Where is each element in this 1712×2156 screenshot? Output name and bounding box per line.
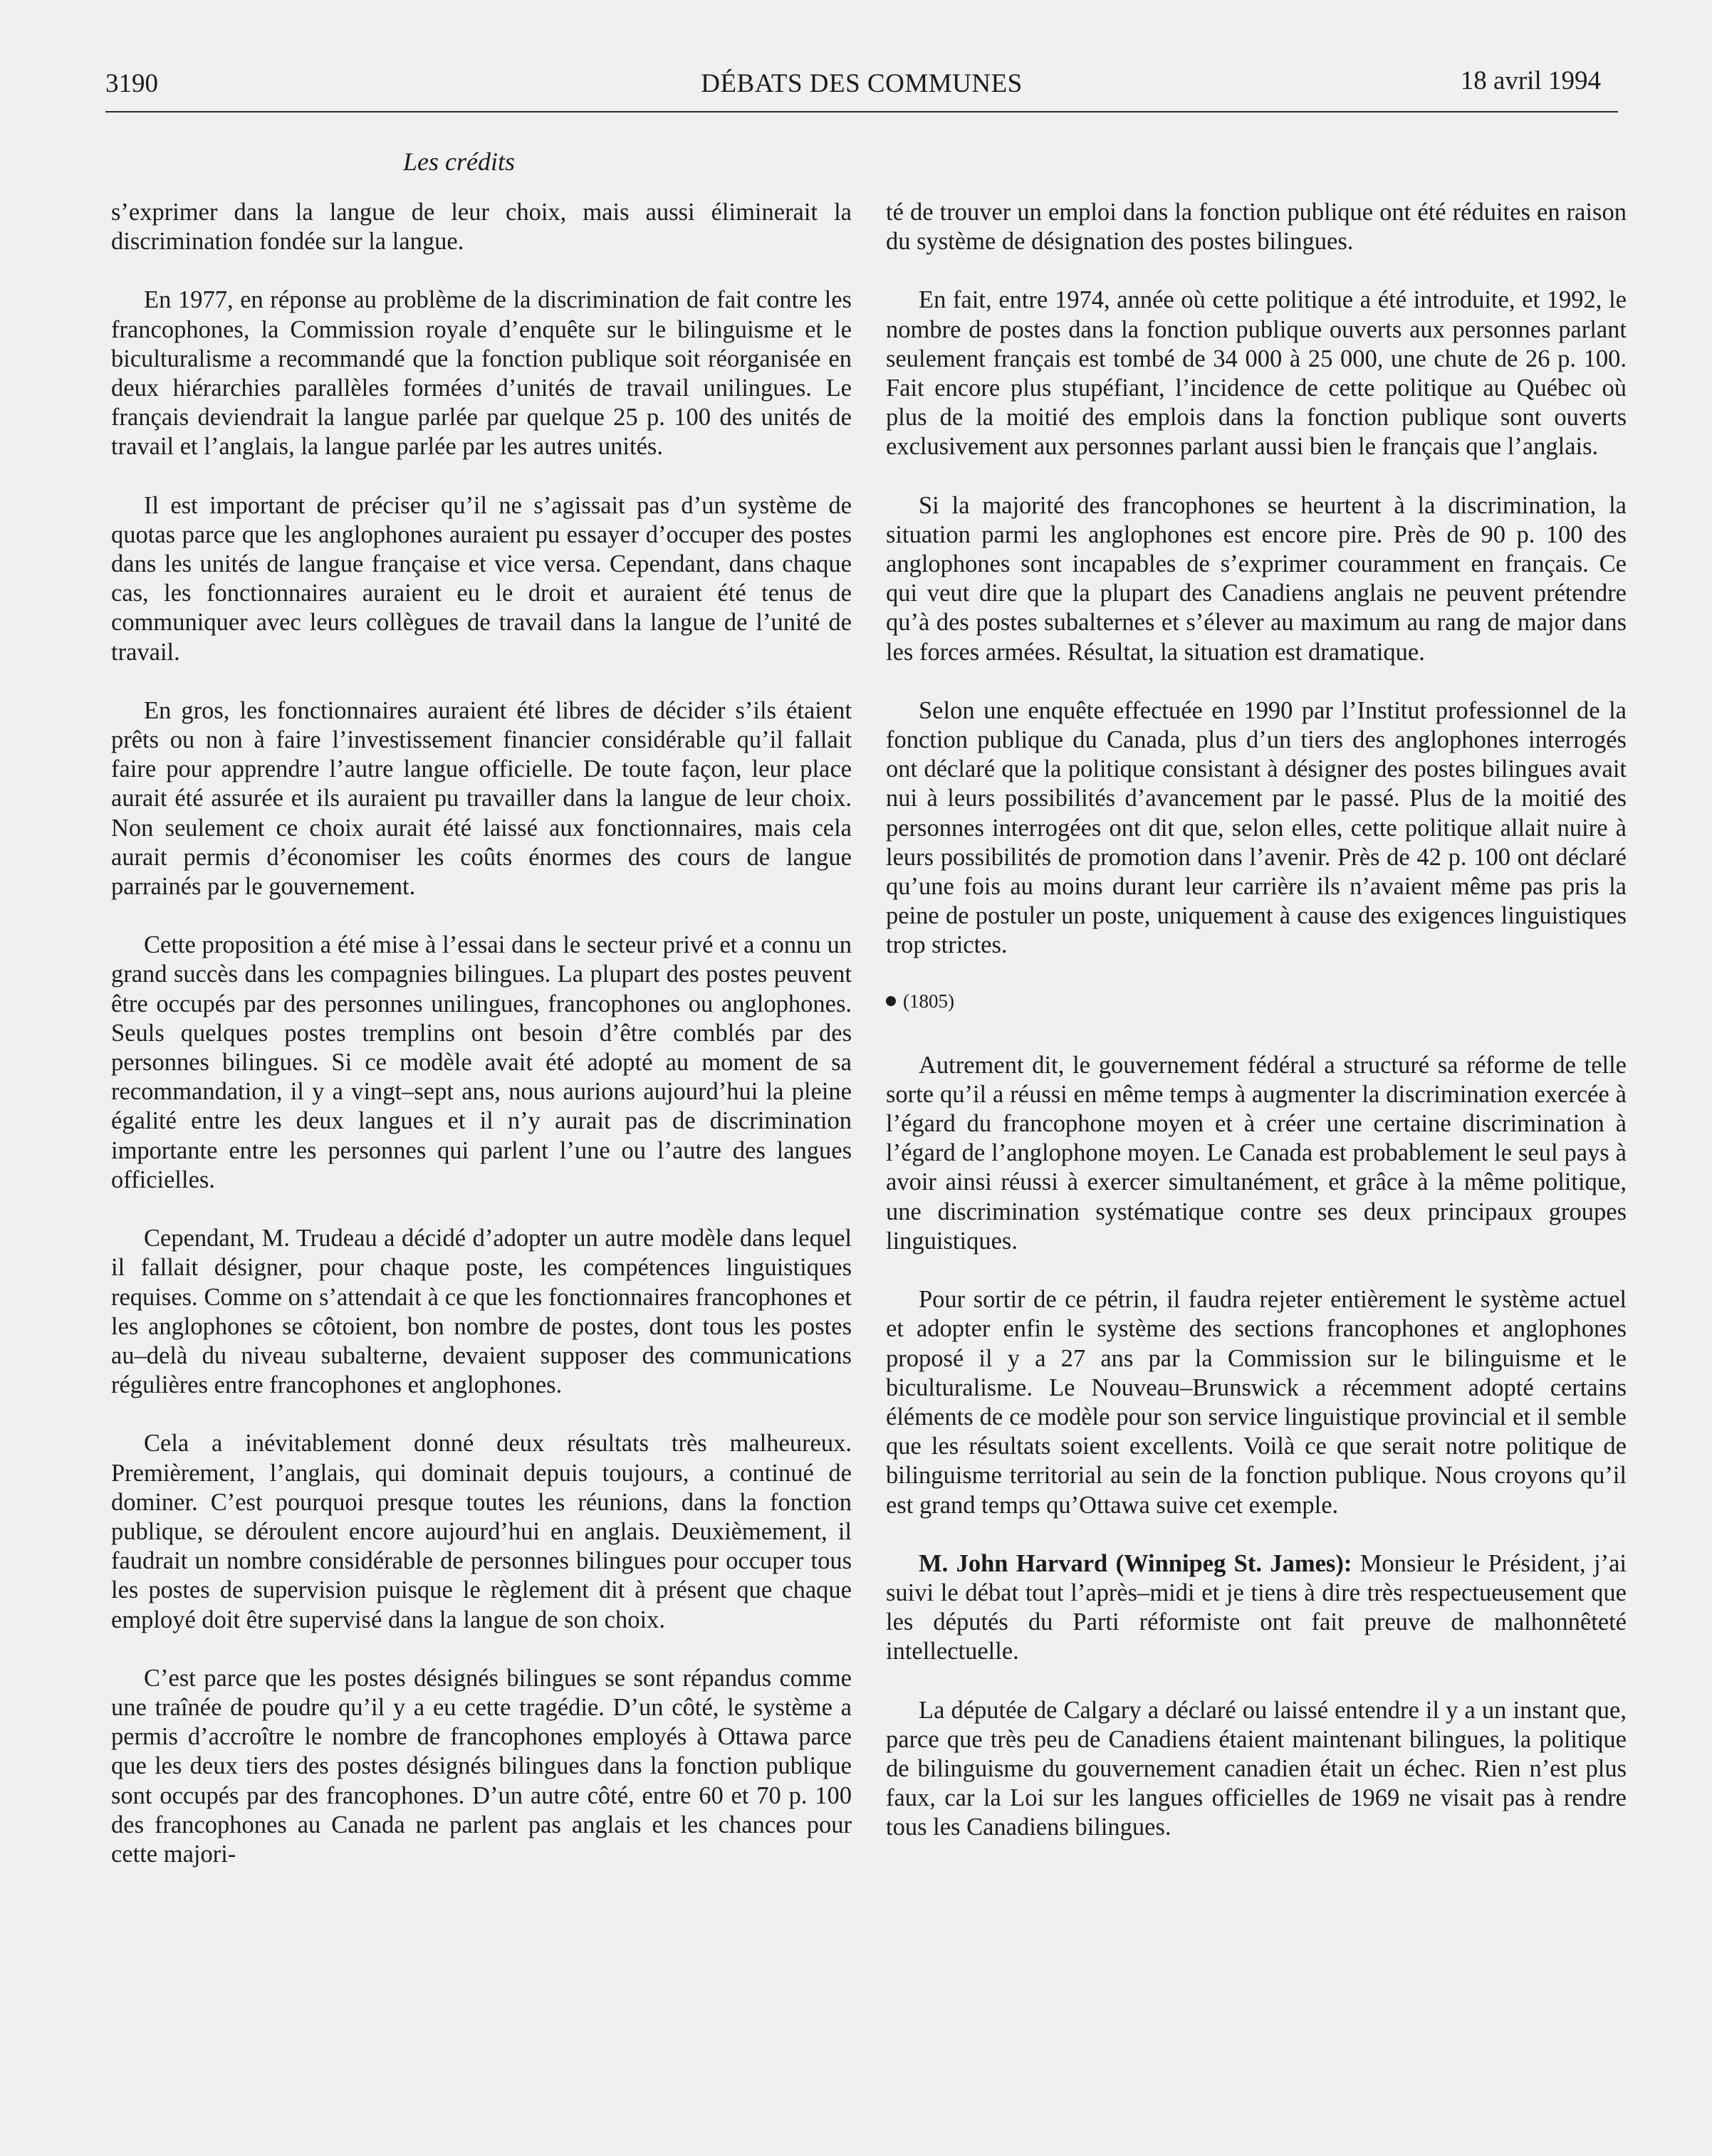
paragraph: En gros, les fonctionnaires auraient été libres de décider s’ils étaient prêts ou non à faire l’investissement financier considérable qu’il fallait faire pour apprendre l’autre langue officielle. De toute façon, leur place aurait été assurée et ils auraient pu travailler dans la langue de leur choix. Non seulement ce choix aurait été laissé aux fonctionnaires, mais cela aurait permis d’économiser les coûts énormes des cours de langue parrainés par le gouvernement.: [111, 696, 852, 901]
speaker-text: Monsieur le Président, j’ai suivi le débat tout l’après–midi et je tiens à dire très respectueusement que les députés du Parti réformiste ont fait preuve de malhonnêteté intellectuelle.: [886, 1549, 1627, 1665]
paragraph: Cette proposition a été mise à l’essai dans le secteur privé et a connu un grand succès dans les compagnies bilingues. La plupart des postes peuvent être occupés par des personnes unilingues, francophones ou anglophones. Seuls quelques postes tremplins ont besoin d’être comblés par des personnes bilingues. Si ce modèle avait été adopté au moment de sa recommandation, il y a vingt–sept ans, nous aurions aujourd’hui la pleine égalité entre les deux langues et il n’y aurait pas de discrimination importante entre les personnes qui parlent l’une ou l’autre des langues officielles.: [111, 931, 852, 1193]
paragraph: Pour sortir de ce pétrin, il faudra rejeter entièrement le système actuel et adopter enfin le système des sections francophones et anglophones proposé il y a 27 ans par la Commission sur le bilinguisme et le biculturalisme. Le Nouveau–Brunswick a récemment adopté certains éléments de ce modèle pour son service linguistique provincial et il semble que les résultats soient excellents. Voilà ce que serait notre politique de bilinguisme territorial au sein de la fonction publique. Nous croyons qu’il est grand temps qu’Ottawa suive cet exemple.: [886, 1286, 1627, 1519]
paragraph: Autrement dit, le gouvernement fédéral a structuré sa réforme de telle sorte qu’il a réussi en même temps à augmenter la discrimination exercée à l’égard du francophone moyen et à créer une certaine discrimination à l’égard de l’anglophone moyen. Le Canada est probablement le seul pays à avoir ainsi réussi à exercer simultanément, et grâce à la même politique, une discrimination systématique contre ses deux principaux groupes linguistiques.: [886, 1051, 1627, 1255]
paragraph: C’est parce que les postes désignés bilingues se sont répandus comme une traînée de poudre qu’il y a eu cette tragédie. D’un côté, le système a permis d’accroître le nombre de francophones employés à Ottawa parce que les deux tiers des postes désignés bilingues dans la fonction publique sont occupés par des francophones. D’un autre côté, entre 60 et 70 p. 100 des francophones au Canada ne parlent pas anglais et les chances pour cette majori-: [111, 1664, 852, 1868]
paragraph: La députée de Calgary a déclaré ou laissé entendre il y a un instant que, parce que très peu de Canadiens étaient maintenant bilingues, la politique de bilinguisme du gouvernement canadien était un échec. Rien n’est plus faux, car la Loi sur les langues officielles de 1969 ne visait pas à rendre tous les Canadiens bilingues.: [886, 1696, 1627, 1841]
left-column: [111, 198, 852, 1898]
paragraph: Selon une enquête effectuée en 1990 par l’Institut professionnel de la fonction publique du Canada, plus d’un tiers des anglophones interrogés ont déclaré que la politique consistant à désigner des postes bilingues avait nui à leurs possibilités d’avancement par le passé. Plus de la moitié des personnes interrogées ont dit que, selon elles, cette politique allait nuire à leurs possibilités de promotion dans l’avenir. Près de 42 p. 100 ont déclaré qu’une fois au moins durant leur carrière ils n’avaient même pas pris la peine de postuler un poste, uniquement à cause des exigences linguistiques trop strictes.: [886, 696, 1627, 959]
paragraph: Il est important de préciser qu’il ne s’agissait pas d’un système de quotas parce que les anglophones auraient pu essayer d’occuper des postes dans les unités de langue française et vice versa. Cependant, dans chaque cas, les fonctionnaires auraient eu le droit et auraient été tenus de communiquer avec leurs collègues de travail dans la langue de l’unité de travail.: [111, 491, 852, 666]
paragraph: té de trouver un emploi dans la fonction publique ont été réduites en raison du système de désignation des postes bilingues.: [886, 199, 1627, 256]
timestamp-text: (1805): [903, 990, 954, 1012]
paragraph: s’exprimer dans la langue de leur choix, mais aussi éliminerait la discrimination fondée sur la langue.: [111, 199, 852, 256]
issue-date: 18 avril 1994: [1460, 66, 1601, 95]
paragraph: Cependant, M. Trudeau a décidé d’adopter un autre modèle dans lequel il fallait désigner, pour chaque poste, les compétences linguistiques requises. Comme on s’attendait à ce que les fonctionnaires francophones et les anglophones se côtoient, bon nombre de postes, dont tous les postes au–delà du niveau subalterne, devaient supposer des communications régulières entre francophones et anglophones.: [111, 1225, 852, 1399]
paragraph: En fait, entre 1974, année où cette politique a été introduite, et 1992, le nombre de postes dans la fonction publique ouverts aux personnes parlant seulement français est tombé de 34 000 à 25 000, une chute de 26 p. 100. Fait encore plus stupéfiant, l’incidence de cette politique au Québec où plus de la moitié des emplois dans la fonction publique sont ouverts exclusivement aux personnes parlant aussi bien le français que l’anglais.: [886, 286, 1627, 461]
page-number: 3190: [105, 69, 158, 98]
journal-title: DÉBATS DES COMMUNES: [701, 69, 1023, 98]
paragraph: Si la majorité des francophones se heurtent à la discrimination, la situation parmi les anglophones est encore pire. Près de 90 p. 100 des anglophones sont incapables de s’exprimer couramment en français. Ce qui veut dire que la plupart des Canadiens anglais ne peuvent prétendre qu’à des postes subalternes et s’élever au maximum au rang de major dans les forces armées. Résultat, la situation est dramatique.: [886, 491, 1627, 666]
speaker-paragraph: [886, 1549, 1627, 1667]
bullet-icon: [886, 996, 896, 1006]
page-header: [105, 63, 1618, 112]
section-title: Les crédits: [403, 147, 515, 176]
paragraph: Cela a inévitablement donné deux résultats très malheureux. Premièrement, l’anglais, qui dominait depuis toujours, a continué de dominer. C’est pourquoi presque toutes les réunions, dans la fonction publique, se déroulent encore aujourd’hui en anglais. Deuxièmement, il faudrait un nombre considérable de personnes bilingues pour occuper tous les postes de supervision puisque le règlement dit à présent que chaque employé doit être supervisé dans la langue de son choix.: [111, 1430, 852, 1633]
paragraph: En 1977, en réponse au problème de la discrimination de fait contre les francophones, la Commission royale d’enquête sur le bilinguisme et le biculturalisme a recommandé que la fonction publique soit réorganisée en deux hiérarchies parallèles formées d’unités de travail unilingues. Le français deviendrait la langue parlée par quelque 25 p. 100 des unités de travail et l’anglais, la langue parlée par les autres unités.: [111, 286, 852, 461]
timestamp-marker: [886, 990, 1627, 1012]
right-column: [886, 198, 1627, 1872]
speaker-name: M. John Harvard (Winnipeg St. James):: [919, 1549, 1352, 1577]
